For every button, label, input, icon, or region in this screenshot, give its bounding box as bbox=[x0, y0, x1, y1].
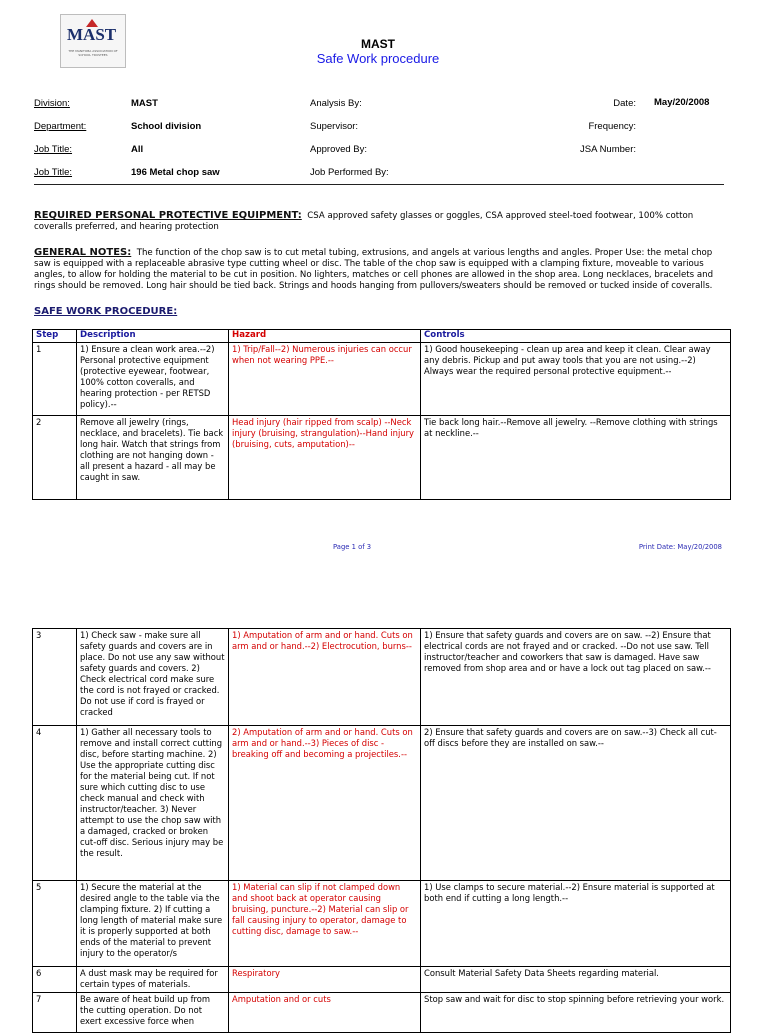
table-row bbox=[33, 416, 731, 500]
table-row bbox=[33, 881, 731, 967]
division-label: Division: bbox=[34, 98, 70, 109]
step-cell: 2 bbox=[33, 416, 77, 500]
description-cell: 1) Secure the material at the desired angle to the table via the clamping fixture. 2) If cutting a long length of material make sure it is properly supported at both ends of the material to prevent injury to the operator/s bbox=[77, 881, 229, 967]
controls-cell: Consult Material Safety Data Sheets regarding material. bbox=[421, 967, 731, 993]
job-title-label: Job Title: bbox=[34, 144, 73, 155]
department-label: Department: bbox=[34, 121, 87, 132]
description-cell: Be aware of heat build up from the cutting operation. Do not exert excessive force when bbox=[77, 993, 229, 1033]
description-cell: A dust mask may be required for certain types of materials. bbox=[77, 967, 229, 993]
job-title-value: All bbox=[131, 144, 144, 155]
table-row bbox=[33, 993, 731, 1033]
header-description: Description bbox=[77, 330, 229, 343]
approved-by-label: Approved By: bbox=[310, 144, 368, 155]
controls-cell: Stop saw and wait for disc to stop spinning before retrieving your work. bbox=[421, 993, 731, 1033]
step-cell: 1 bbox=[33, 343, 77, 416]
step-cell: 4 bbox=[33, 726, 77, 881]
hazard-cell: 2) Amputation of arm and or hand. Cuts on arm and or hand.--3) Pieces of disc - breaking off and becoming a projectiles.-- bbox=[229, 726, 421, 881]
safe-work-procedure-heading: SAFE WORK PROCEDURE: bbox=[34, 306, 178, 317]
hazard-cell: 1) Amputation of arm and or hand. Cuts on arm and or hand.--2) Electrocution, burns-- bbox=[229, 629, 421, 726]
hazard-cell: 1) Trip/Fall--2) Numerous injuries can occur when not wearing PPE.-- bbox=[229, 343, 421, 416]
description-cell: Remove all jewelry (rings, necklace, and bracelets). Tie back long hair. Watch that strings from clothing are not hanging down - all present a hazard - all may be caught in saw. bbox=[77, 416, 229, 500]
controls-cell: 1) Use clamps to secure material.--2) Ensure material is supported at both end if cutting a long length.-- bbox=[421, 881, 731, 967]
logo-mark: MAST bbox=[67, 25, 117, 44]
document-title: MAST bbox=[361, 37, 395, 51]
description-cell: 1) Gather all necessary tools to remove and install correct cutting disc, before starting machine. 2) Use the appropriate cutting disc for the material being cut. If not sure which cutting disc to use check manual and check with instructor/teacher. 3) Never attempt to use the chop saw with a damaged, cracked or broken cut-off disc. Serious injury may be the result. bbox=[77, 726, 229, 881]
controls-cell: 1) Good housekeeping - clean up area and keep it clean. Clear away any debris. Pickup and put away tools that you are not using.--2) Always wear the required personal protective equipment.-- bbox=[421, 343, 731, 416]
ppe-paragraph bbox=[34, 210, 724, 233]
print-date: Print Date: May/20/2008 bbox=[638, 543, 722, 551]
header-controls: Controls bbox=[421, 330, 731, 343]
logo-tagline: THE MANITOBA ASSOCIATION OF SCHOOL TRUSTEES bbox=[68, 49, 118, 57]
general-notes-text: The function of the chop saw is to cut metal tubing, extrusions, and angels at various lengths and angles. Proper Use: the metal chop saw is equipped with a replaceable abrasive type cutting wheel or disc. The table of the chop saw is equipped with a clamping fixture, moveable to various angles, to allow for holding the material to be cut in position. No lighters, matches or cell phones are allowed in the shop area. Long necklaces, bracelets and rings should be removed. Long hair should be tied back. Strings and hoods hanging from pullovers/sweaters should be removed or tucked inside of coveralls. bbox=[34, 248, 714, 291]
general-notes-heading: GENERAL NOTES: bbox=[34, 247, 132, 258]
procedure-table-page-2 bbox=[32, 628, 731, 1033]
frequency-label: Frequency: bbox=[588, 121, 636, 132]
table-row bbox=[33, 343, 731, 416]
table-row bbox=[33, 726, 731, 881]
division-value: MAST bbox=[131, 98, 158, 109]
header-divider bbox=[34, 184, 724, 185]
date-value: May/20/2008 bbox=[654, 97, 710, 108]
analysis-by-label: Analysis By: bbox=[310, 98, 362, 109]
header-step: Step bbox=[33, 330, 77, 343]
table-header-row bbox=[33, 330, 731, 343]
hazard-cell: Head injury (hair ripped from scalp) --Neck injury (bruising, strangulation)--Hand injury (bruising, cuts, amputation)-- bbox=[229, 416, 421, 500]
job-title-2-label: Job Title: bbox=[34, 167, 73, 178]
ppe-heading: REQUIRED PERSONAL PROTECTIVE EQUIPMENT: bbox=[34, 210, 302, 221]
date-label: Date: bbox=[613, 98, 636, 109]
description-cell: 1) Check saw - make sure all safety guards and covers are in place. Do not use any saw without safety guards and covers. 2) Check electrical cord make sure the cord is not frayed or cracked. Do not use if cord is frayed or cracked bbox=[77, 629, 229, 726]
step-cell: 6 bbox=[33, 967, 77, 993]
document-subtitle: Safe Work procedure bbox=[316, 51, 440, 66]
table-row bbox=[33, 967, 731, 993]
job-title-2-value: 196 Metal chop saw bbox=[131, 167, 220, 178]
header-hazard: Hazard bbox=[229, 330, 421, 343]
step-cell: 5 bbox=[33, 881, 77, 967]
general-notes-paragraph bbox=[34, 247, 724, 292]
controls-cell: 1) Ensure that safety guards and covers are on saw. --2) Ensure that electrical cords are not frayed and or cracked. --Do not use saw. Tell instructor/teacher and coworkers that saw is damaged. Have saw removed from shop area and or have a lock out tag placed on saw.-- bbox=[421, 629, 731, 726]
hazard-cell: Respiratory bbox=[229, 967, 421, 993]
step-cell: 7 bbox=[33, 993, 77, 1033]
hazard-cell: Amputation and or cuts bbox=[229, 993, 421, 1033]
jsa-number-label: JSA Number: bbox=[580, 144, 636, 155]
page-number: Page 1 of 3 bbox=[333, 543, 372, 551]
ppe-text: CSA approved safety glasses or goggles, CSA approved steel-toed footwear, 100% cotton coveralls preferred, and hearing protection bbox=[34, 211, 694, 232]
supervisor-label: Supervisor: bbox=[310, 121, 359, 132]
hazard-cell: 1) Material can slip if not clamped down and shoot back at operator causing bruising, puncture.--2) Material can slip or fall causing injury to operator, damage to cutting disc, damage to saw.-- bbox=[229, 881, 421, 967]
job-performed-by-label: Job Performed By: bbox=[310, 167, 389, 178]
description-cell: 1) Ensure a clean work area.--2) Personal protective equipment (protective eyewear, footwear, 100% cotton coveralls, and hearing protection - per RETSD policy).-- bbox=[77, 343, 229, 416]
step-cell: 3 bbox=[33, 629, 77, 726]
controls-cell: Tie back long hair.--Remove all jewelry. --Remove clothing with strings at neckline.-- bbox=[421, 416, 731, 500]
table-row bbox=[33, 629, 731, 726]
procedure-table-page-1 bbox=[32, 329, 731, 500]
controls-cell: 2) Ensure that safety guards and covers are on saw.--3) Check all cut-off discs before they are installed on saw.-- bbox=[421, 726, 731, 881]
department-value: School division bbox=[131, 121, 202, 132]
